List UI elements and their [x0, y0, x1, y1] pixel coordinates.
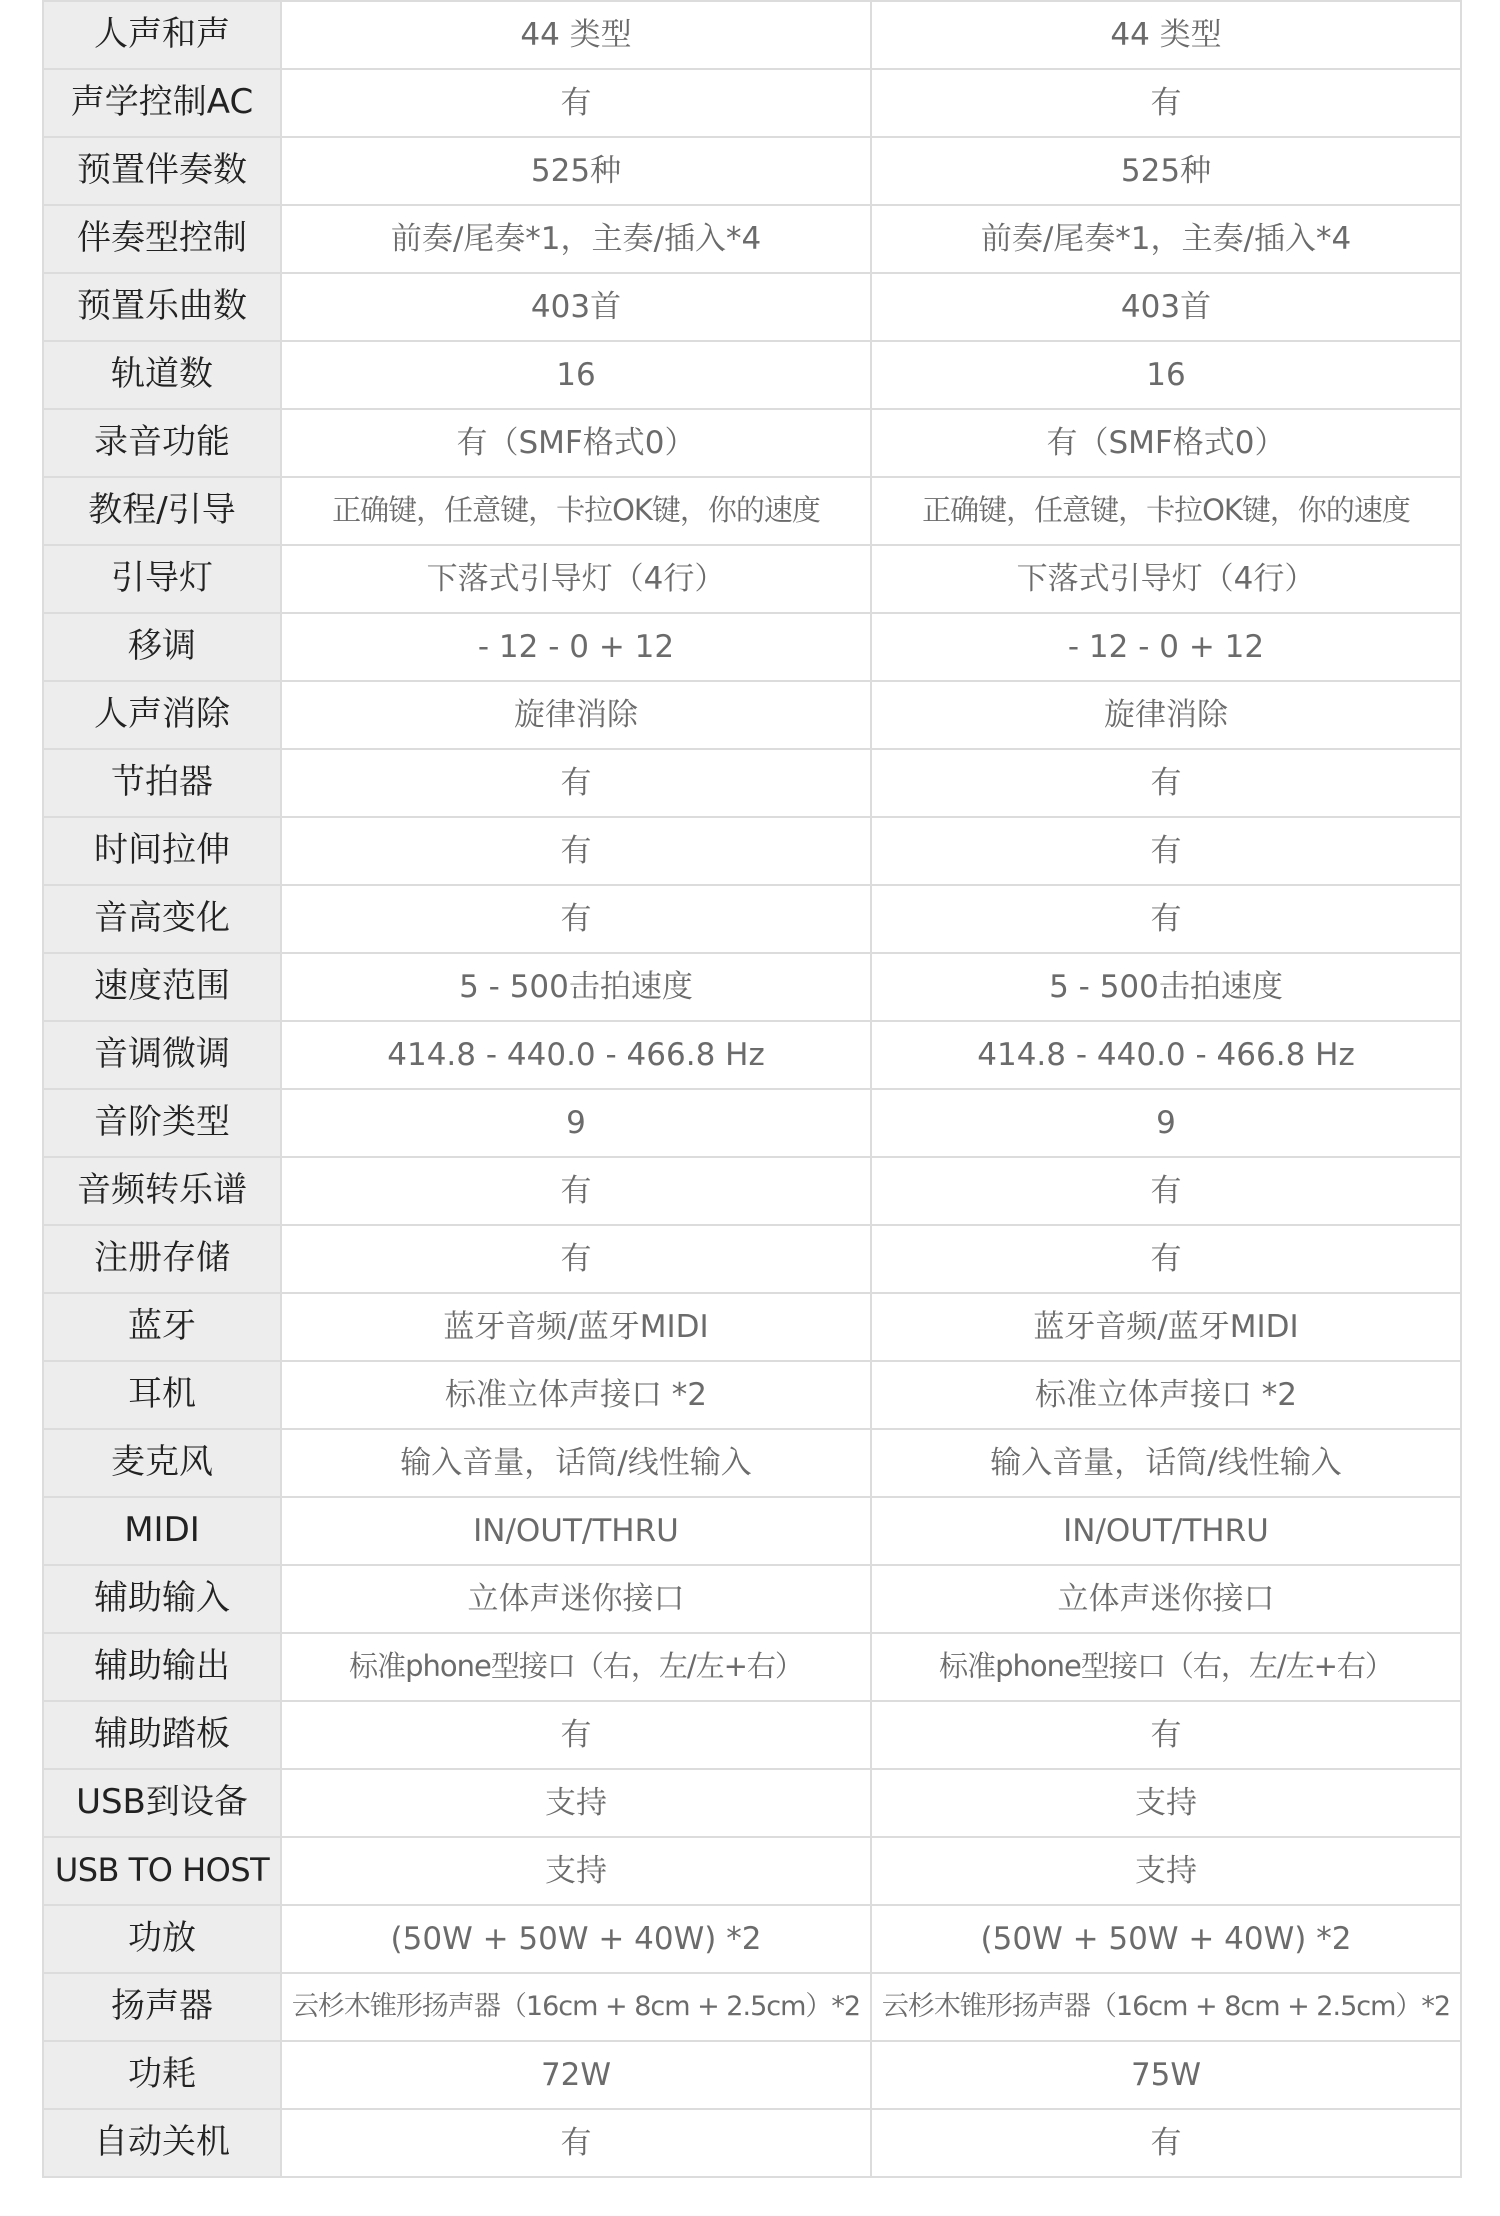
spec-label: 辅助输出	[43, 1633, 281, 1701]
spec-value-model-a: 下落式引导灯（4行）	[281, 545, 871, 613]
spec-label: USB TO HOST	[43, 1837, 281, 1905]
spec-value-model-a: (50W + 50W + 40W) *2	[281, 1905, 871, 1973]
spec-table	[42, 0, 1462, 2178]
spec-row	[43, 545, 1461, 613]
spec-value-model-a: 输入音量，话筒/线性输入	[281, 1429, 871, 1497]
spec-value-model-b: IN/OUT/THRU	[871, 1497, 1461, 1565]
spec-value-model-b: 有	[871, 1701, 1461, 1769]
spec-value-model-b: 有	[871, 1225, 1461, 1293]
spec-value-model-b: 立体声迷你接口	[871, 1565, 1461, 1633]
spec-label: 录音功能	[43, 409, 281, 477]
spec-value-model-a: 标准phone型接口（右，左/左+右）	[281, 1633, 871, 1701]
spec-value-model-a: - 12 - 0 + 12	[281, 613, 871, 681]
spec-value-model-b: 蓝牙音频/蓝牙MIDI	[871, 1293, 1461, 1361]
spec-value-model-b: 支持	[871, 1837, 1461, 1905]
spec-value-model-a: 有	[281, 1701, 871, 1769]
spec-value-model-b: (50W + 50W + 40W) *2	[871, 1905, 1461, 1973]
spec-row	[43, 2109, 1461, 2177]
spec-value-model-b: 有	[871, 1157, 1461, 1225]
spec-label: 注册存储	[43, 1225, 281, 1293]
spec-label: 耳机	[43, 1361, 281, 1429]
spec-value-model-b: 标准phone型接口（右，左/左+右）	[871, 1633, 1461, 1701]
spec-row	[43, 1293, 1461, 1361]
spec-value-model-a: 5 - 500击拍速度	[281, 953, 871, 1021]
spec-value-model-a: 403首	[281, 273, 871, 341]
spec-value-model-a: 标准立体声接口 *2	[281, 1361, 871, 1429]
spec-row	[43, 341, 1461, 409]
spec-value-model-a: 有	[281, 817, 871, 885]
spec-value-model-a: 有	[281, 885, 871, 953]
spec-row	[43, 1905, 1461, 1973]
spec-row	[43, 953, 1461, 1021]
spec-row	[43, 1701, 1461, 1769]
spec-value-model-a: 正确键，任意键，卡拉OK键，你的速度	[281, 477, 871, 545]
spec-row	[43, 273, 1461, 341]
spec-value-model-b: 旋律消除	[871, 681, 1461, 749]
spec-value-model-a: 525种	[281, 137, 871, 205]
spec-value-model-b: 75W	[871, 2041, 1461, 2109]
spec-label: 预置伴奏数	[43, 137, 281, 205]
spec-table-body	[43, 1, 1461, 2177]
spec-row	[43, 1225, 1461, 1293]
spec-value-model-b: 正确键，任意键，卡拉OK键，你的速度	[871, 477, 1461, 545]
spec-label: 蓝牙	[43, 1293, 281, 1361]
spec-label: 音高变化	[43, 885, 281, 953]
spec-value-model-a: 16	[281, 341, 871, 409]
spec-label: 音频转乐谱	[43, 1157, 281, 1225]
spec-label: 人声和声	[43, 1, 281, 69]
spec-value-model-a: 立体声迷你接口	[281, 1565, 871, 1633]
spec-value-model-a: 414.8 - 440.0 - 466.8 Hz	[281, 1021, 871, 1089]
spec-label: 功耗	[43, 2041, 281, 2109]
spec-value-model-a: 蓝牙音频/蓝牙MIDI	[281, 1293, 871, 1361]
spec-value-model-b: 云杉木锥形扬声器（16cm + 8cm + 2.5cm）*2	[871, 1973, 1461, 2041]
spec-value-model-a: 有	[281, 749, 871, 817]
spec-value-model-b: 有	[871, 2109, 1461, 2177]
spec-row	[43, 477, 1461, 545]
spec-value-model-b: 输入音量，话筒/线性输入	[871, 1429, 1461, 1497]
spec-label: 音调微调	[43, 1021, 281, 1089]
spec-row	[43, 1633, 1461, 1701]
spec-label: MIDI	[43, 1497, 281, 1565]
spec-value-model-a: 有	[281, 1157, 871, 1225]
spec-value-model-a: IN/OUT/THRU	[281, 1497, 871, 1565]
spec-row	[43, 205, 1461, 273]
spec-label: 人声消除	[43, 681, 281, 749]
spec-row	[43, 2041, 1461, 2109]
spec-value-model-a: 44 类型	[281, 1, 871, 69]
spec-label: 移调	[43, 613, 281, 681]
spec-value-model-a: 有（SMF格式0）	[281, 409, 871, 477]
spec-value-model-b: 有	[871, 817, 1461, 885]
spec-value-model-b: 有（SMF格式0）	[871, 409, 1461, 477]
spec-value-model-b: 支持	[871, 1769, 1461, 1837]
spec-row	[43, 69, 1461, 137]
spec-row	[43, 1769, 1461, 1837]
spec-value-model-b: 有	[871, 885, 1461, 953]
spec-value-model-a: 支持	[281, 1837, 871, 1905]
spec-row	[43, 1973, 1461, 2041]
spec-value-model-b: 44 类型	[871, 1, 1461, 69]
spec-row	[43, 1429, 1461, 1497]
spec-value-model-a: 旋律消除	[281, 681, 871, 749]
spec-label: 轨道数	[43, 341, 281, 409]
spec-row	[43, 1089, 1461, 1157]
spec-label: 麦克风	[43, 1429, 281, 1497]
spec-row	[43, 885, 1461, 953]
spec-value-model-b: 9	[871, 1089, 1461, 1157]
spec-value-model-b: 有	[871, 69, 1461, 137]
spec-label: 节拍器	[43, 749, 281, 817]
spec-value-model-a: 有	[281, 69, 871, 137]
spec-row	[43, 409, 1461, 477]
spec-value-model-a: 有	[281, 2109, 871, 2177]
spec-label: 时间拉伸	[43, 817, 281, 885]
spec-label: 功放	[43, 1905, 281, 1973]
spec-value-model-b: 403首	[871, 273, 1461, 341]
spec-label: 辅助踏板	[43, 1701, 281, 1769]
spec-value-model-a: 支持	[281, 1769, 871, 1837]
spec-row	[43, 681, 1461, 749]
spec-label: 扬声器	[43, 1973, 281, 2041]
spec-row	[43, 1565, 1461, 1633]
spec-row	[43, 613, 1461, 681]
spec-value-model-b: 525种	[871, 137, 1461, 205]
spec-value-model-b: 16	[871, 341, 1461, 409]
spec-value-model-b: - 12 - 0 + 12	[871, 613, 1461, 681]
spec-value-model-a: 前奏/尾奏*1，主奏/插入*4	[281, 205, 871, 273]
spec-value-model-a: 云杉木锥形扬声器（16cm + 8cm + 2.5cm）*2	[281, 1973, 871, 2041]
spec-row	[43, 1021, 1461, 1089]
spec-value-model-b: 414.8 - 440.0 - 466.8 Hz	[871, 1021, 1461, 1089]
spec-value-model-b: 5 - 500击拍速度	[871, 953, 1461, 1021]
spec-value-model-b: 下落式引导灯（4行）	[871, 545, 1461, 613]
spec-label: 引导灯	[43, 545, 281, 613]
spec-value-model-a: 有	[281, 1225, 871, 1293]
spec-label: 声学控制AC	[43, 69, 281, 137]
spec-label: 自动关机	[43, 2109, 281, 2177]
spec-row	[43, 1497, 1461, 1565]
spec-row	[43, 1837, 1461, 1905]
spec-label: 教程/引导	[43, 477, 281, 545]
spec-value-model-b: 标准立体声接口 *2	[871, 1361, 1461, 1429]
spec-label: 辅助输入	[43, 1565, 281, 1633]
spec-label: 伴奏型控制	[43, 205, 281, 273]
spec-row	[43, 749, 1461, 817]
spec-row	[43, 817, 1461, 885]
spec-value-model-a: 9	[281, 1089, 871, 1157]
spec-label: 预置乐曲数	[43, 273, 281, 341]
spec-value-model-b: 有	[871, 749, 1461, 817]
spec-row	[43, 1361, 1461, 1429]
spec-label: USB到设备	[43, 1769, 281, 1837]
spec-value-model-b: 前奏/尾奏*1，主奏/插入*4	[871, 205, 1461, 273]
spec-value-model-a: 72W	[281, 2041, 871, 2109]
spec-row	[43, 137, 1461, 205]
spec-label: 速度范围	[43, 953, 281, 1021]
spec-row	[43, 1, 1461, 69]
spec-row	[43, 1157, 1461, 1225]
spec-label: 音阶类型	[43, 1089, 281, 1157]
